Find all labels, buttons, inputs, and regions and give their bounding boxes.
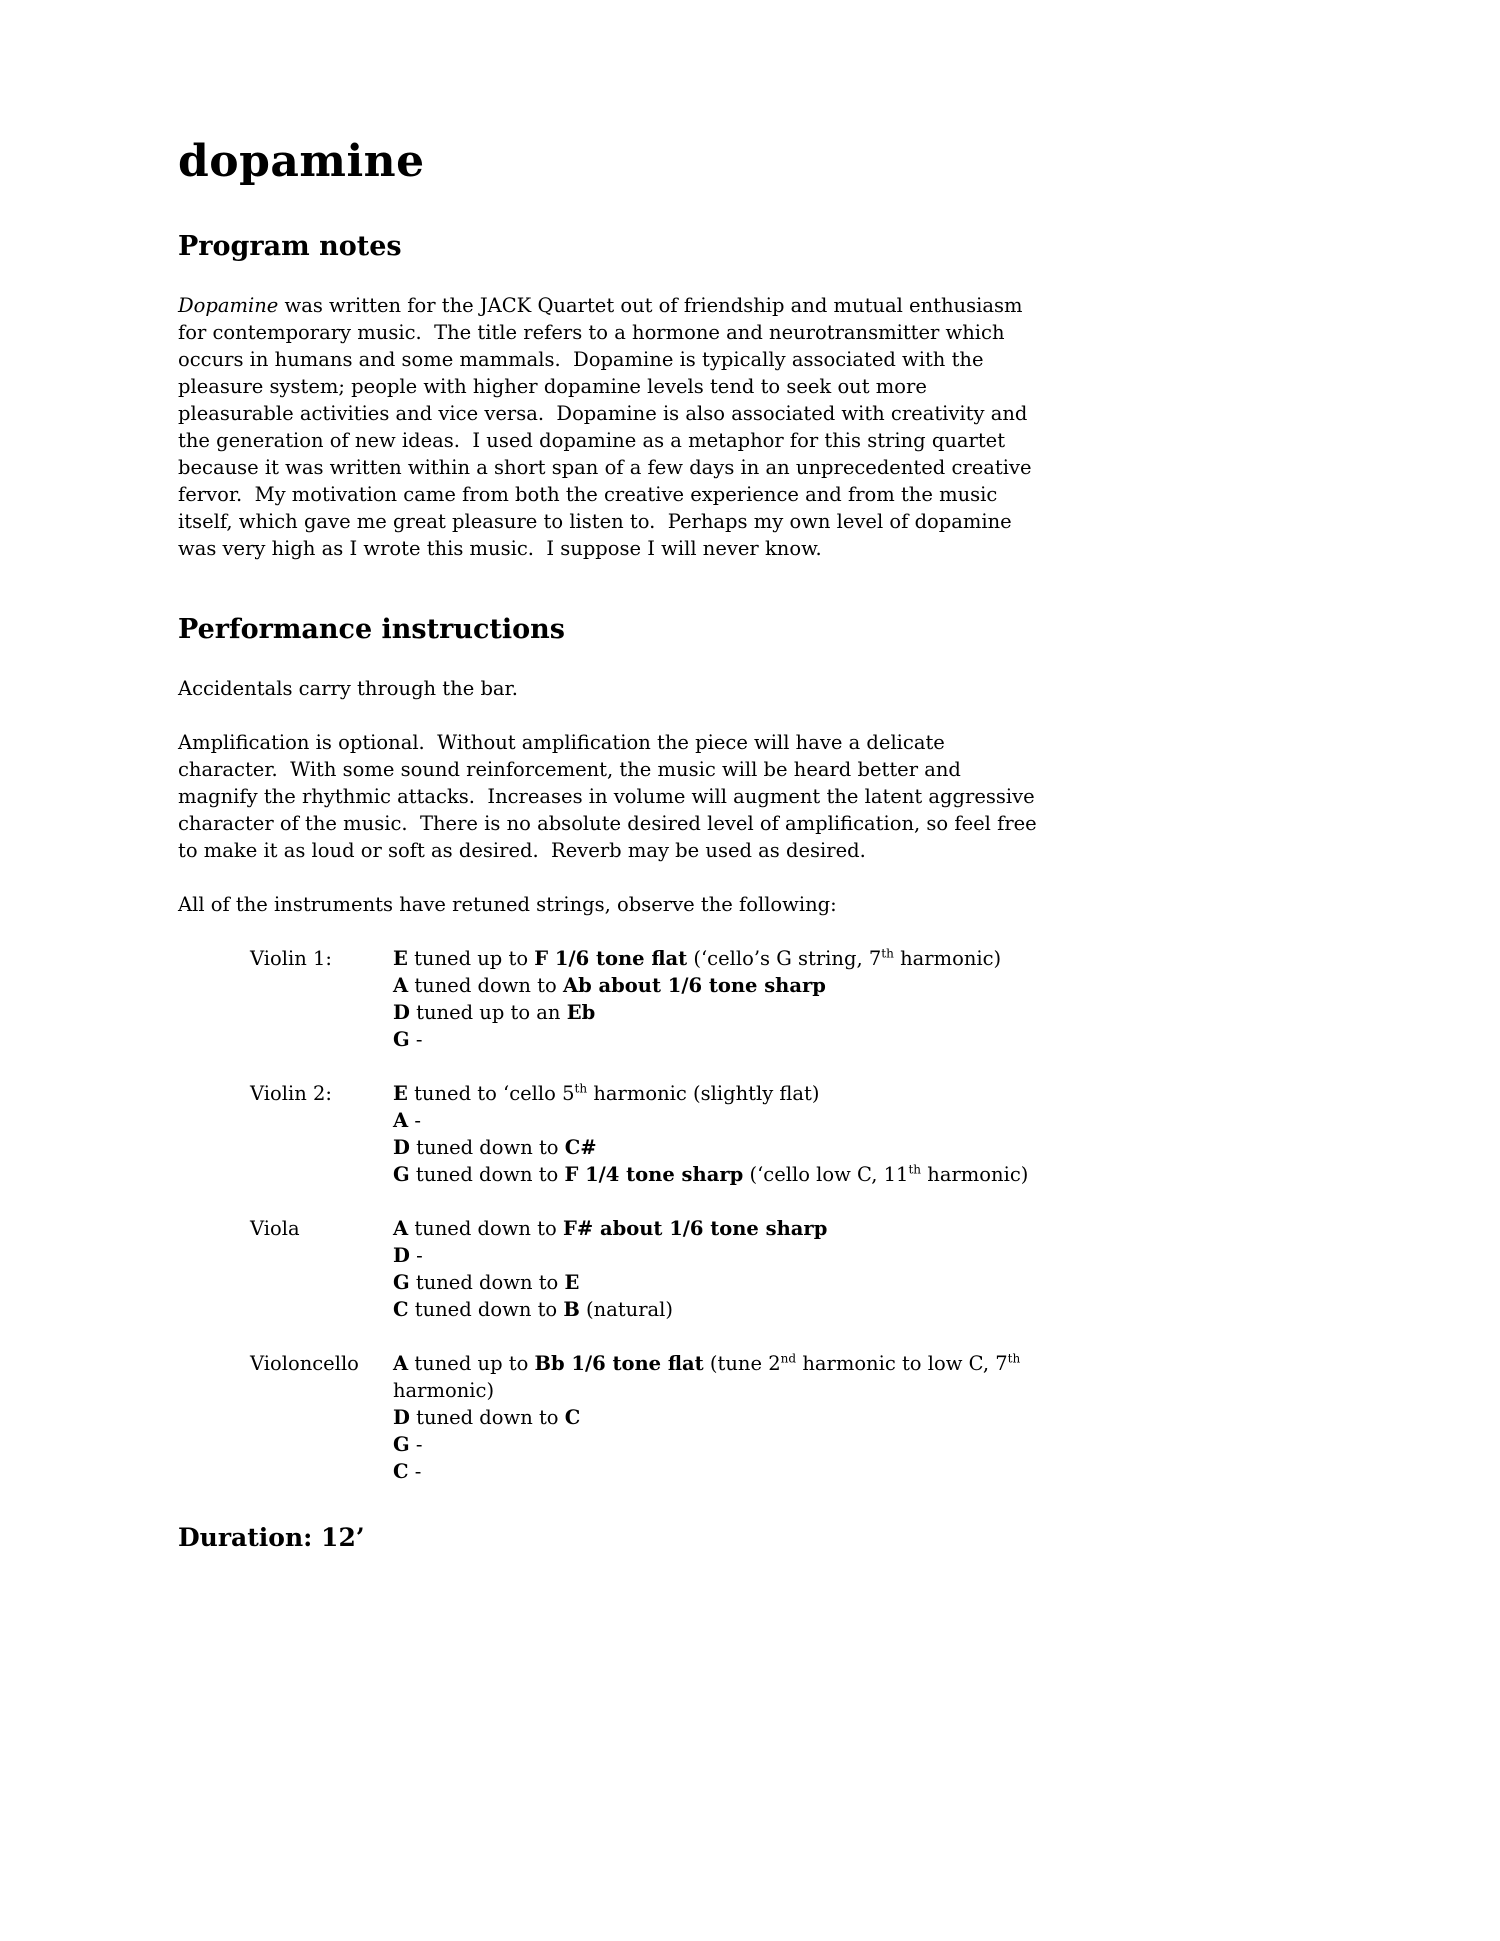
program-notes-heading: Program notes xyxy=(178,231,402,262)
performance-instructions-heading: Performance instructions xyxy=(178,614,565,645)
instrument-name: Violin 2: xyxy=(250,1082,332,1105)
instrument-name: Violoncello xyxy=(250,1352,359,1375)
duration-text: Duration: 12’ xyxy=(178,1523,365,1552)
tuning-details: E tuned to ‘cello 5th harmonic (slightly flat) A - D tuned down to C# G tuned down to F 1/4 tone sharp (‘cello low C, 11th harmonic) xyxy=(393,1081,1029,1186)
tuning-row-viola xyxy=(178,1215,1038,1323)
tuning-row-violin-1 xyxy=(178,945,1038,1053)
tuning-details: A tuned up to Bb 1/6 tone flat (tune 2nd harmonic to low C, 7th harmonic) D tuned down to C G - C - xyxy=(393,1351,1027,1483)
tuning-row-violoncello xyxy=(178,1350,1038,1485)
program-notes-paragraph: Dopamine was written for the JACK Quartet out of friendship and mutual enthusiasm for contemporary music. The title refers to a hormone and neurotransmitter which occurs in humans and some mammals. Dopamine is typically associated with the pleasure system; people with higher dopamine levels tend to seek out more pleasurable activities and vice versa. Dopamine is also associated with creativity and the generation of new ideas. I used dopamine as a metaphor for this string quartet because it was written within a short span of a few days in an unprecedented creative fervor. My motivation came from both the creative experience and from the music itself, which gave me great pleasure to listen to. Perhaps my own level of dopamine was very high as I wrote this music. I suppose I will never know. xyxy=(178,294,1038,560)
document-title: dopamine xyxy=(178,136,425,187)
tuning-row-violin-2 xyxy=(178,1080,1038,1188)
tuning-details: E tuned up to F 1/6 tone flat (‘cello’s G string, 7th harmonic) A tuned down to Ab about 1/6 tone sharp D tuned up to an Eb G - xyxy=(393,946,1002,1051)
accidentals-note: Accidentals carry through the bar. xyxy=(178,677,518,700)
amplification-note: Amplification is optional. Without amplification the piece will have a delicate character. With some sound reinforcement, the music will be heard better and magnify the rhythmic attacks. Increases in volume will augment the latent aggressive character of the music. There is no absolute desired level of amplification, so feel free to make it as loud or soft as desired. Reverb may be used as desired. xyxy=(178,731,1043,862)
tuning-details: A tuned down to F# about 1/6 tone sharp D - G tuned down to E C tuned down to B (natural) xyxy=(393,1217,828,1321)
tuning-table xyxy=(178,945,1038,1485)
instrument-name: Violin 1: xyxy=(250,947,332,970)
instrument-name: Viola xyxy=(250,1217,300,1240)
retuning-intro: All of the instruments have retuned strings, observe the following: xyxy=(178,893,837,916)
